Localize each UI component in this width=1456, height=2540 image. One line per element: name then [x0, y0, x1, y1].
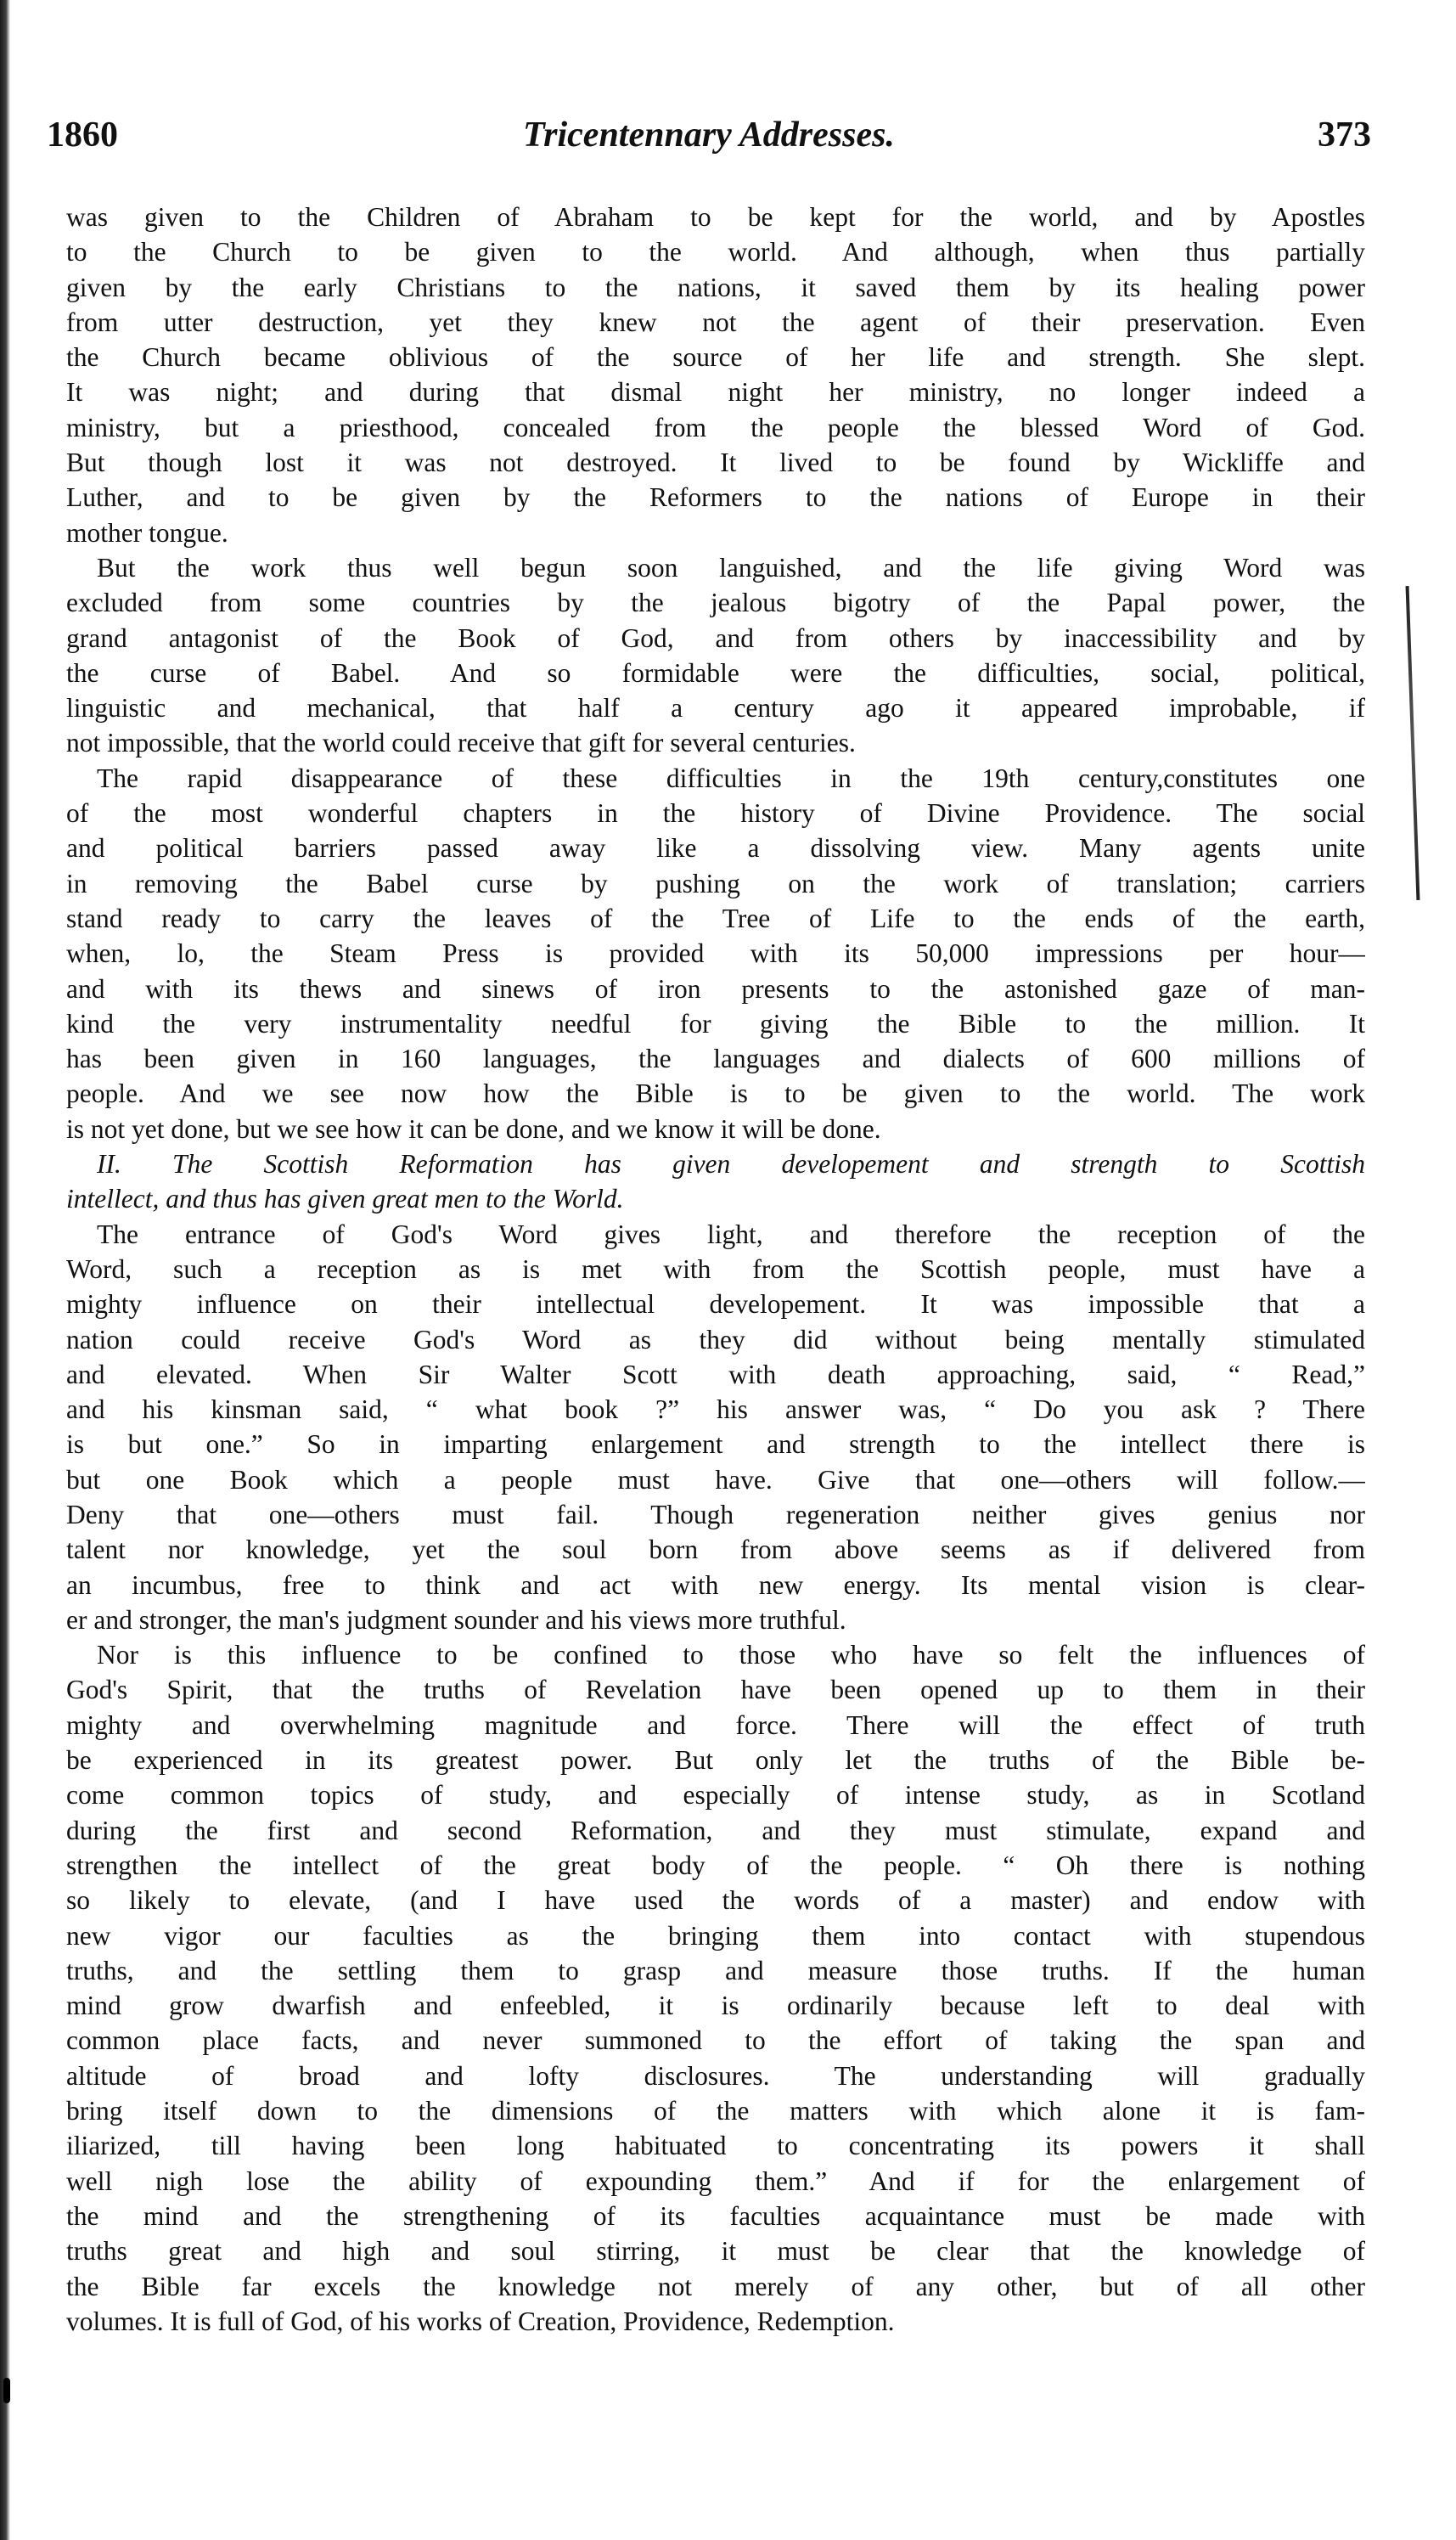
- text-line: mighty influence on their intellectual developement. It was impossible that a: [66, 1289, 1365, 1320]
- text-line: new vigor our faculties as the bringing them into contact with stupendous: [66, 1920, 1365, 1951]
- text-line: bring itself down to the dimensions of the matters with which alone it is fam-: [66, 2096, 1365, 2126]
- page-number: 373: [1318, 115, 1371, 155]
- text-line: linguistic and mechanical, that half a century ago it appeared improbable, if: [66, 693, 1365, 724]
- text-line: common place facts, and never summoned to the effort of taking the span and: [66, 2025, 1365, 2056]
- text-line: truths, and the settling them to grasp and measure those truths. If the human: [66, 1955, 1365, 1985]
- text-line: er and stronger, the man's judgment sounder and his views more truthful.: [66, 1604, 846, 1635]
- text-line: II. The Scottish Reformation has given developement and strength to Scottish: [97, 1149, 1365, 1180]
- page-title: Tricentennary Addresses.: [523, 115, 895, 155]
- text-line: given by the early Christians to the nations, it saved them by its healing power: [66, 272, 1365, 302]
- text-line: not impossible, that the world could receive that gift for several centuries.: [66, 728, 856, 758]
- text-line: in removing the Babel curse by pushing on the work of translation; carriers: [66, 868, 1365, 898]
- text-line: Luther, and to be given by the Reformers to the nations of Europe in their: [66, 482, 1365, 513]
- text-line: grand antagonist of the Book of God, and from others by inaccessibility and by: [66, 622, 1365, 653]
- text-line: talent nor knowledge, yet the soul born from above seems as if delivered from: [66, 1535, 1365, 1565]
- text-line: Nor is this influence to be confined to those who have so felt the influences of: [97, 1640, 1365, 1670]
- text-line: the Bible far excels the knowledge not merely of any other, but of all other: [66, 2271, 1365, 2301]
- text-line: the mind and the strengthening of its faculties acquaintance must be made with: [66, 2200, 1365, 2231]
- text-line: so likely to elevate, (and I have used the words of a master) and endow with: [66, 1885, 1365, 1916]
- text-line: from utter destruction, yet they knew not the agent of their preservation. Even: [66, 307, 1365, 337]
- text-line: is but one.” So in imparting enlargement and strength to the intellect there is: [66, 1429, 1365, 1460]
- text-line: the curse of Babel. And so formidable were the difficulties, social, political,: [66, 657, 1365, 688]
- text-line: to the Church to be given to the world. And although, when thus partially: [66, 237, 1365, 268]
- text-line: during the first and second Reformation, and they must stimulate, expand and: [66, 1815, 1365, 1845]
- text-line: strengthen the intellect of the great body of the people. “ Oh there is nothing: [66, 1850, 1365, 1880]
- text-line: people. And we see now how the Bible is to be given to the world. The work: [66, 1079, 1365, 1109]
- body-text: [66, 200, 1365, 2339]
- text-line: was given to the Children of Abraham to be kept for the world, and by Apostles: [66, 202, 1365, 232]
- binding-shadow: [0, 0, 10, 2540]
- text-line: intellect, and thus has given great men to the World.: [66, 1184, 624, 1214]
- text-line: But though lost it was not destroyed. It lived to be found by Wickliffe and: [66, 448, 1365, 478]
- text-line: when, lo, the Steam Press is provided with its 50,000 impressions per hour—: [66, 938, 1365, 969]
- text-line: The rapid disappearance of these difficulties in the 19th century,constitutes one: [97, 763, 1365, 793]
- text-line: mighty and overwhelming magnitude and force. There will the effect of truth: [66, 1709, 1365, 1740]
- text-line: nation could receive God's Word as they did without being mentally stimulated: [66, 1324, 1365, 1354]
- text-line: mind grow dwarfish and enfeebled, it is ordinarily because left to deal with: [66, 1991, 1365, 2021]
- text-line: is not yet done, but we see how it can be done, and we know it will be done.: [66, 1113, 881, 1144]
- text-line: truths great and high and soul stirring, it must be clear that the knowledge of: [66, 2236, 1365, 2267]
- text-line: kind the very instrumentality needful for giving the Bible to the million. It: [66, 1008, 1365, 1039]
- text-line: has been given in 160 languages, the languages and dialects of 600 millions of: [66, 1044, 1365, 1074]
- text-line: of the most wonderful chapters in the history of Divine Providence. The social: [66, 798, 1365, 829]
- text-line: It was night; and during that dismal night her ministry, no longer indeed a: [66, 377, 1365, 408]
- margin-pencil-mark: [1406, 586, 1420, 900]
- text-line: ministry, but a priesthood, concealed from the people the blessed Word of God.: [66, 412, 1365, 442]
- text-line: The entrance of God's Word gives light, and therefore the reception of the: [97, 1219, 1365, 1249]
- text-line: Deny that one—others must fail. Though regeneration neither gives genius nor: [66, 1499, 1365, 1529]
- running-header: [47, 115, 1371, 166]
- text-line: stand ready to carry the leaves of the Tree of Life to the ends of the earth,: [66, 903, 1365, 933]
- text-line: Word, such a reception as is met with from the Scottish people, must have a: [66, 1253, 1365, 1284]
- text-line: but one Book which a people must have. Give that one—others will follow.—: [66, 1464, 1365, 1495]
- text-line: volumes. It is full of God, of his works of Creation, Providence, Redemption.: [66, 2306, 895, 2336]
- text-line: the Church became oblivious of the source of her life and strength. She slept.: [66, 342, 1365, 373]
- text-line: and political barriers passed away like a dissolving view. Many agents unite: [66, 833, 1365, 864]
- text-line: be experienced in its greatest power. But only let the truths of the Bible be-: [66, 1745, 1365, 1776]
- text-line: excluded from some countries by the jealous bigotry of the Papal power, the: [66, 588, 1365, 618]
- text-line: and elevated. When Sir Walter Scott with death approaching, said, “ Read,”: [66, 1359, 1365, 1389]
- text-line: an incumbus, free to think and act with new energy. Its mental vision is clear-: [66, 1569, 1365, 1600]
- text-line: well nigh lose the ability of expounding them.” And if for the enlargement of: [66, 2165, 1365, 2196]
- scan-speck: [3, 2378, 10, 2403]
- text-line: But the work thus well begun soon languished, and the life giving Word was: [97, 552, 1365, 583]
- page-year: 1860: [47, 115, 118, 155]
- text-line: iliarized, till having been long habituated to concentrating its powers it shall: [66, 2131, 1365, 2161]
- text-line: God's Spirit, that the truths of Revelation have been opened up to them in their: [66, 1675, 1365, 1705]
- text-line: altitude of broad and lofty disclosures. The understanding will gradually: [66, 2060, 1365, 2091]
- text-line: come common topics of study, and especially of intense study, as in Scotland: [66, 1780, 1365, 1811]
- text-line: and his kinsman said, “ what book ?” his answer was, “ Do you ask ? There: [66, 1394, 1365, 1425]
- text-line: and with its thews and sinews of iron presents to the astonished gaze of man-: [66, 973, 1365, 1004]
- text-line: mother tongue.: [66, 517, 228, 548]
